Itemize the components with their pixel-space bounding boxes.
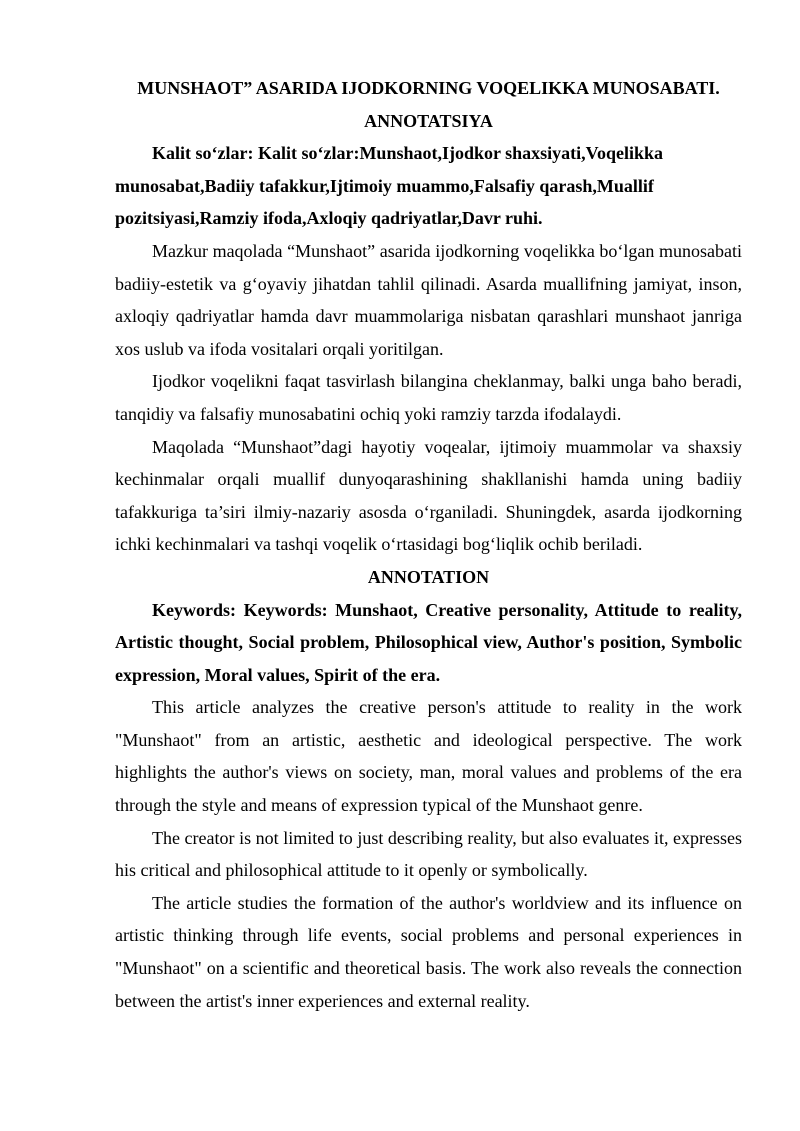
title-line-1: MUNSHAOT” ASARIDA IJODKORNING VOQELIKKA MUNOSABATI. bbox=[137, 78, 720, 98]
en-keywords: Keywords: Keywords: Munshaot, Creative personality, Attitude to reality, Artistic thought, Social problem, Philosophical view, Author's position, Symbolic expression, Moral values, Spirit of the era. bbox=[115, 599, 742, 685]
title-line-2: ANNOTATSIYA bbox=[364, 110, 493, 131]
uz-keywords: Kalit so‘zlar: Kalit so‘zlar:Munshaot,Ijodkor shaxsiyati,Voqelikka munosabat,Badiiy tafakkur,Ijtimoiy muammo,Falsafiy qarash,Muallif pozitsiyasi,Ramziy ifoda,Axloqiy qadriyatlar,Davr ruhi. bbox=[115, 143, 664, 229]
en-paragraph-1: This article analyzes the creative person's attitude to reality in the work "Munshaot" from an artistic, aesthetic and ideological perspective. The work highlights the author's views on society, man, moral values and problems of the era through the style and means of expression typical of the Munshaot genre. bbox=[115, 697, 742, 816]
document-title bbox=[115, 72, 742, 137]
en-paragraph-3: The article studies the formation of the author's worldview and its influence on artistic thinking through life events, social problems and personal experiences in "Munshaot" on a scientific and theoretical basis. The work also reveals the connection between the artist's inner experiences and external reality. bbox=[115, 892, 742, 1011]
en-paragraph-2: The creator is not limited to just describing reality, but also evaluates it, expresses his critical and philosophical attitude to it openly or symbolically. bbox=[115, 827, 742, 881]
uz-paragraph-3: Maqolada “Munshaot”dagi hayotiy voqealar, ijtimoiy muammolar va shaxsiy kechinmalar orqali muallif dunyoqarashining shakllanishi hamda uning badiiy tafakkuriga ta’siri ilmiy-nazariy asosda o‘rganiladi. Shuningdek, asarda ijodkorning ichki kechinmalari va tashqi voqelik o‘rtasidagi bog‘liqlik ochib beriladi. bbox=[115, 436, 742, 555]
document-page bbox=[115, 72, 742, 1017]
en-heading: ANNOTATION bbox=[367, 566, 490, 587]
uz-paragraph-2: Ijodkor voqelikni faqat tasvirlash bilangina cheklanmay, balki unga baho beradi, tanqidiy va falsafiy munosabatini ochiq yoki ramziy tarzda ifodalaydi. bbox=[115, 371, 742, 424]
uz-paragraph-1: Mazkur maqolada “Munshaot” asarida ijodkorning voqelikka bo‘lgan munosabati badiiy-estetik va g‘oyaviy jihatdan tahlil qilinadi. Asarda muallifning jamiyat, inson, axloqiy qadriyatlar hamda davr muammolariga nisbatan qarashlari munshaot janriga xos uslub va ifoda vositalari orqali yoritilgan. bbox=[115, 240, 742, 359]
